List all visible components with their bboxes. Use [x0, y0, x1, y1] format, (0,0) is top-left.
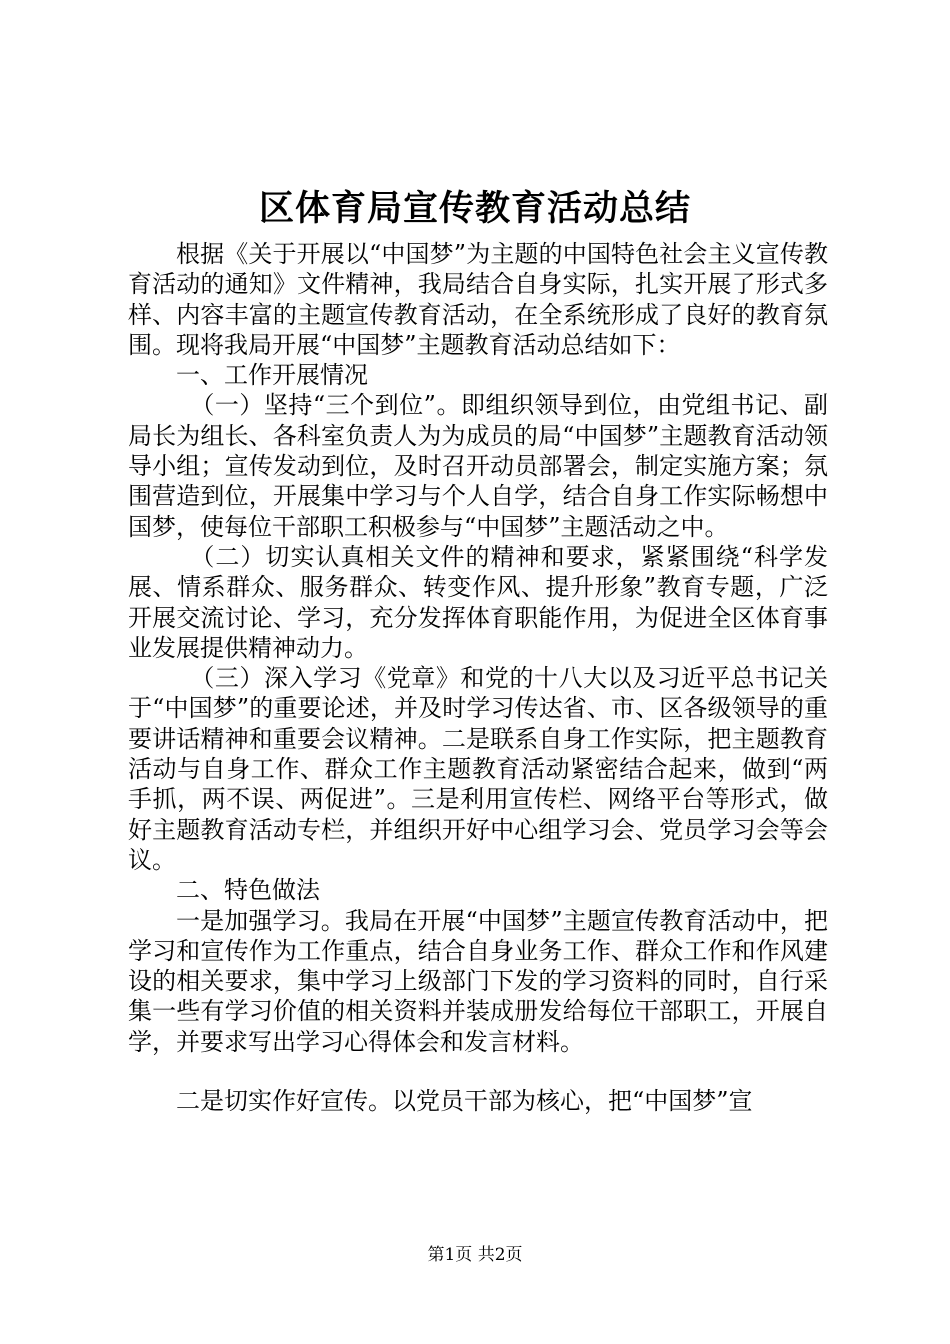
document-title: 区体育局宣传教育活动总结	[258, 188, 691, 229]
section-heading-features: 二、特色做法	[176, 876, 320, 905]
paragraph-feature-1: 一是加强学习。我局在开展“中国梦”主题宣传教育活动中，把学习和宣传作为工作重点，结合自身业务工作、群众工作和作风建设的相关要求，集中学习上级部门下发的学习资料的同时，自行采集一些有学习价值的相关资料并装成册发给每位干部职工，开展自学，并要求写出学习心得体会和发言材料。	[128, 906, 828, 1056]
page-footer: 第1页 共2页	[427, 1245, 523, 1265]
paragraph-item-1: （一）坚持“三个到位”。即组织领导到位，由党组书记、副局长为组长、各科室负责人为为成员的局“中国梦”主题教育活动领导小组；宣传发动到位，及时召开动员部署会，制定实施方案；氛围营造到位，开展集中学习与个人自学，结合自身工作实际畅想中国梦，使每位干部职工积极参与“中国梦”主题活动之中。	[128, 391, 828, 541]
paragraph-item-3: （三）深入学习《党章》和党的十八大以及习近平总书记关于“中国梦”的重要论述，并及时学习传达省、市、区各级领导的重要讲话精神和重要会议精神。二是联系自身工作实际，把主题教育活动与自身工作、群众工作主题教育活动紧密结合起来，做到“两手抓，两不误、两促进”。三是利用宣传栏、网络平台等形式，做好主题教育活动专栏，并组织开好中心组学习会、党员学习会等会议。	[128, 664, 828, 874]
section-heading-work-status: 一、工作开展情况	[176, 361, 368, 390]
paragraph-item-2: （二）切实认真相关文件的精神和要求，紧紧围绕“科学发展、情系群众、服务群众、转变作风、提升形象”教育专题，广泛开展交流讨论、学习，充分发挥体育职能作用，为促进全区体育事业发展提供精神动力。	[128, 542, 828, 662]
paragraph-intro: 根据《关于开展以“中国梦”为主题的中国特色社会主义宣传教育活动的通知》文件精神，我局结合自身实际，扎实开展了形式多样、内容丰富的主题宣传教育活动，在全系统形成了良好的教育氛围。现将我局开展“中国梦”主题教育活动总结如下：	[128, 240, 828, 359]
document-body	[128, 239, 828, 1116]
paragraph-feature-2: 二是切实作好宣传。以党员干部为核心，把“中国梦”宣	[176, 1087, 753, 1116]
